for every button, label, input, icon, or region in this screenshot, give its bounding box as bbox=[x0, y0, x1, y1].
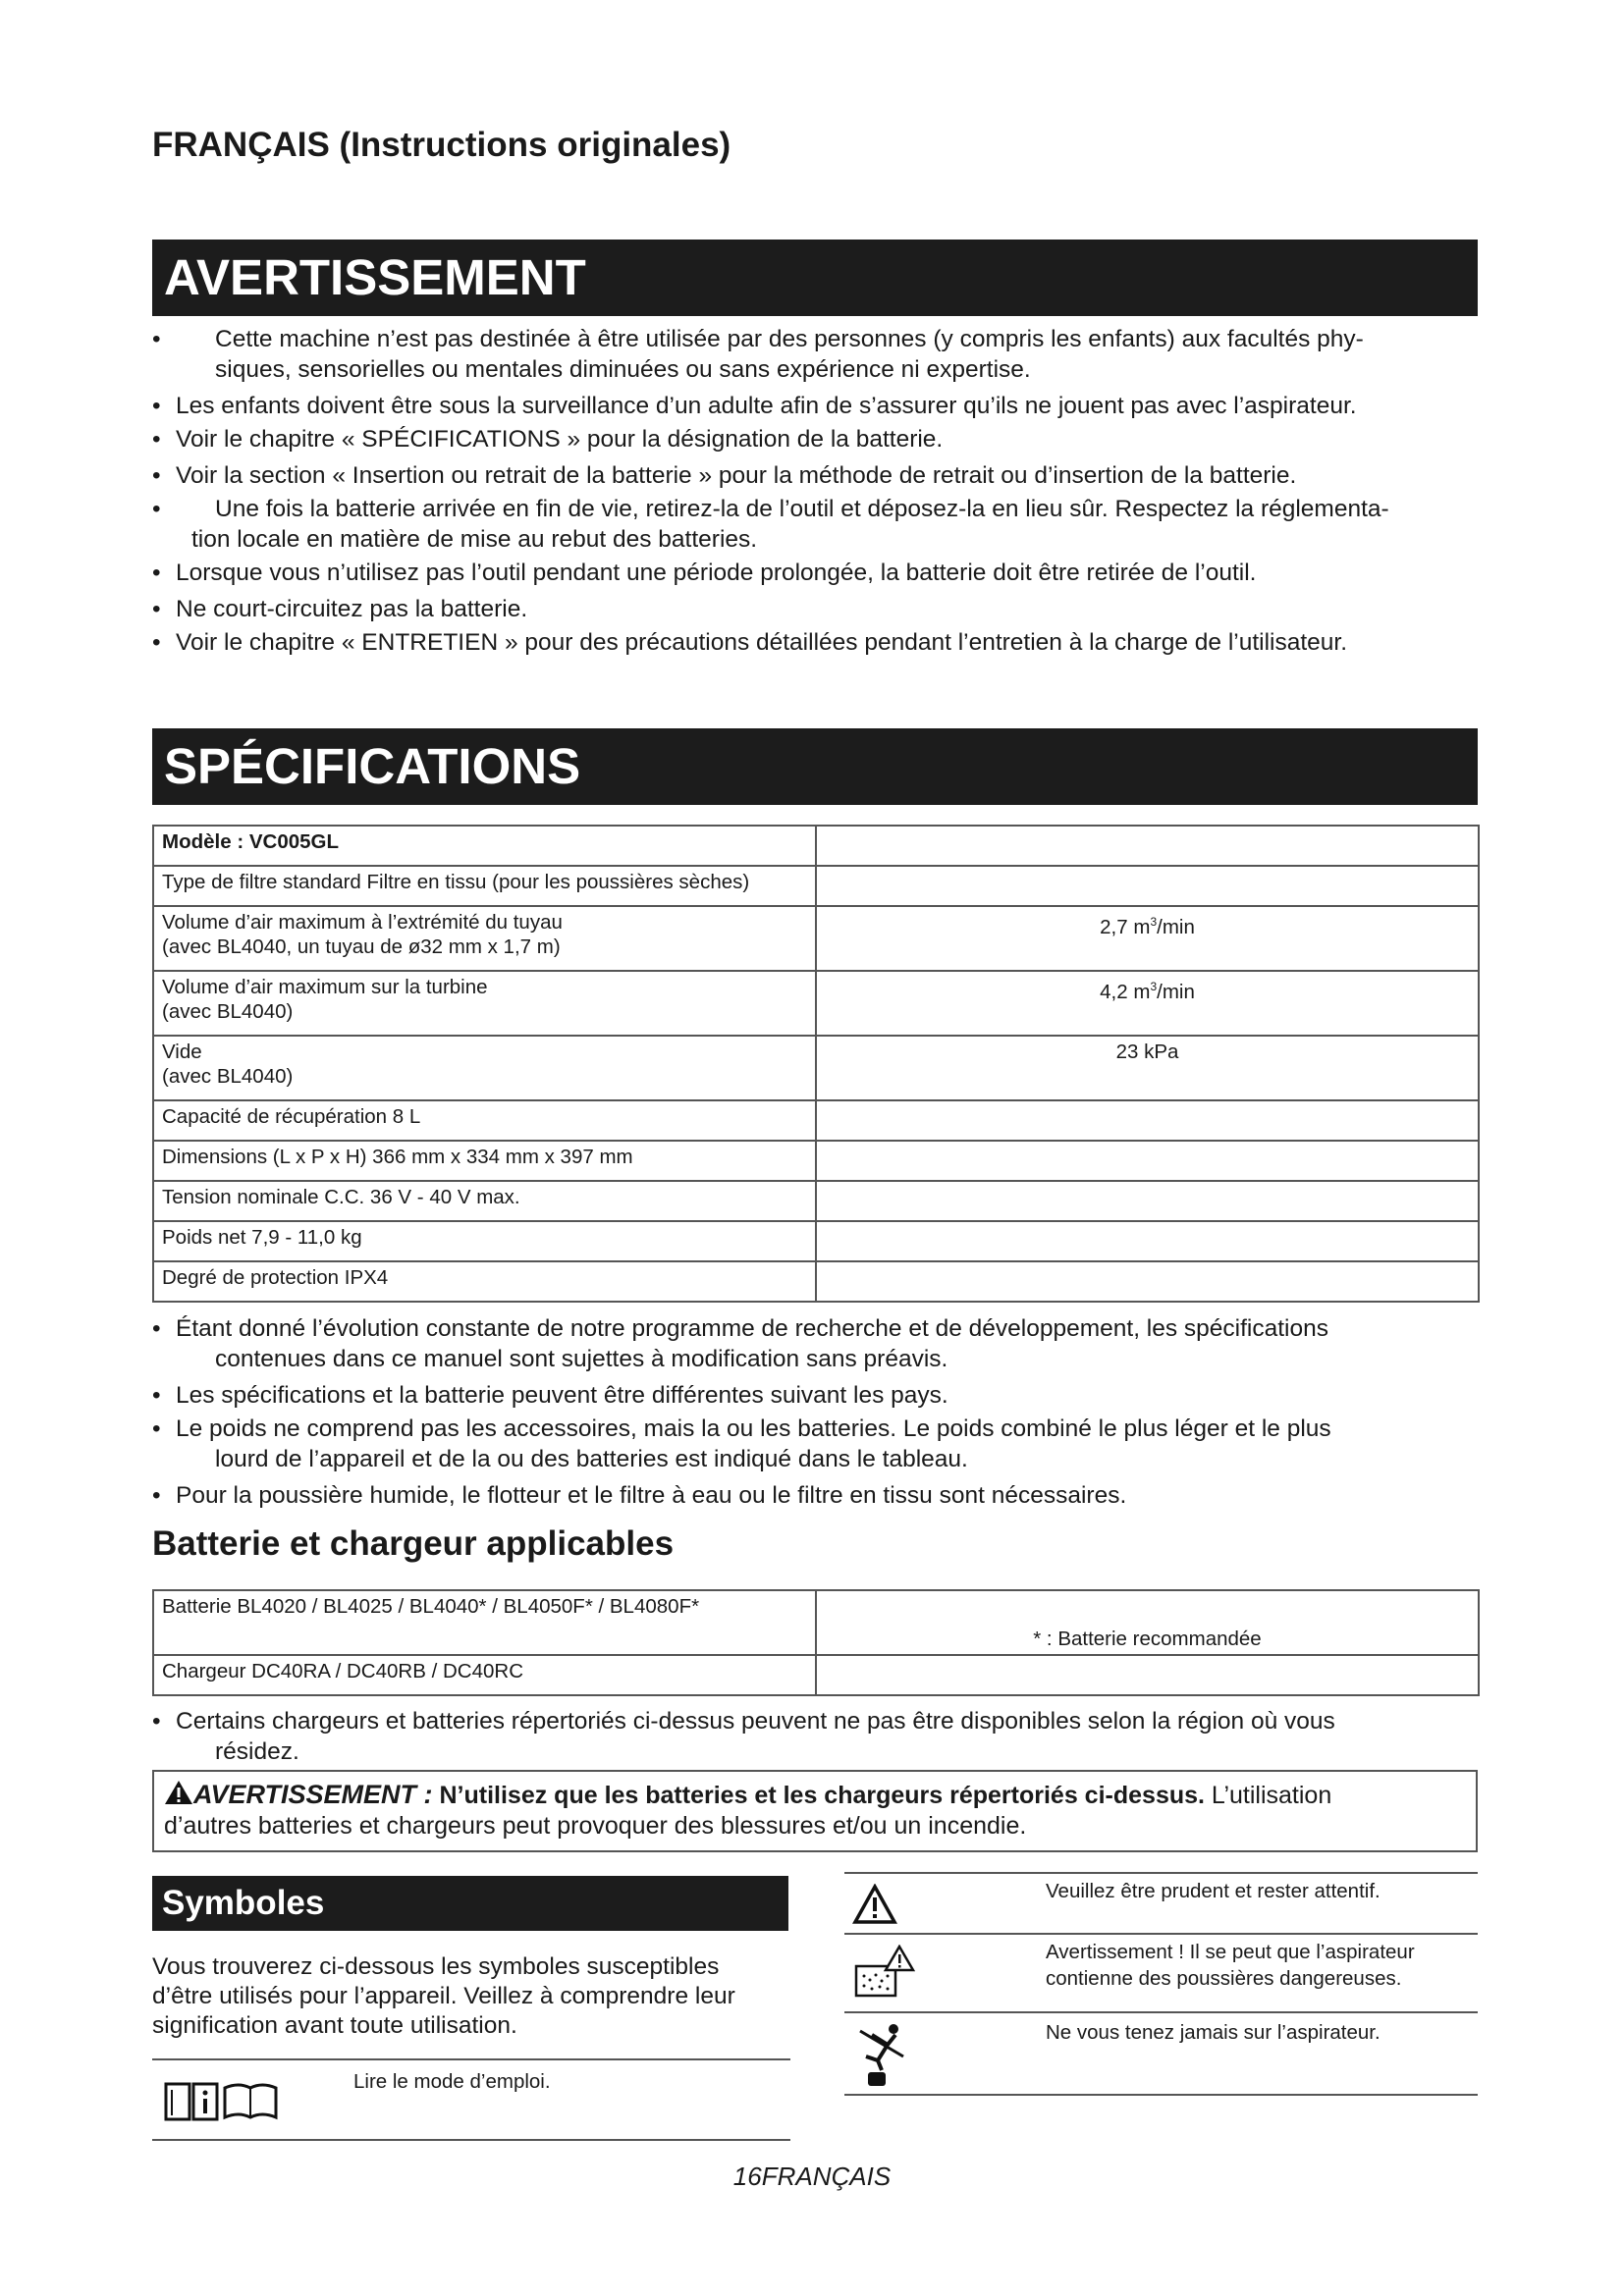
table-row bbox=[153, 1100, 1479, 1141]
battery-warning-box bbox=[152, 1770, 1478, 1852]
list-item: • Les spécifications et la batterie peuvent être différentes suivant les pays. bbox=[152, 1380, 1478, 1411]
list-item: • Les enfants doivent être sous la surveillance d’un adulte afin de s’assurer qu’ils ne jouent pas avec l’aspirateur. bbox=[152, 391, 1478, 421]
warning-label: AVERTISSEMENT : bbox=[193, 1780, 433, 1809]
list-item: • Le poids ne comprend pas les accessoires, mais la ou les batteries. Le poids combiné le plus léger et le plus lourd de l’appareil et de la ou des batteries est indiqué dans le tableau. bbox=[152, 1414, 1478, 1474]
table-row bbox=[153, 1141, 1479, 1181]
symbol-row bbox=[844, 2013, 1478, 2096]
battery-charger-table bbox=[152, 1589, 1480, 1696]
page-footer bbox=[0, 2162, 1624, 2192]
spec-value: 4,2 $m^3/\min$ bbox=[816, 971, 1479, 1036]
footer-language: FRANÇAIS bbox=[761, 2162, 892, 2191]
symbol-row bbox=[844, 1874, 1478, 1935]
symbol-description: Lire le mode d’emploi. bbox=[353, 2070, 551, 2093]
charger-list: Chargeur DC40RA / DC40RB / DC40RC bbox=[153, 1655, 816, 1695]
list-item: • Voir la section « Insertion ou retrait de la batterie » pour la méthode de retrait ou d’insertion de la batterie. bbox=[152, 460, 1478, 491]
table-row bbox=[153, 1261, 1479, 1302]
symbol-description: Avertissement ! Il se peut que l’aspirateur contienne des poussières dangereuses. bbox=[1046, 1941, 1415, 1990]
list-item: • Ne court-circuitez pas la batterie. bbox=[152, 594, 1478, 624]
battery-charger-heading: Batterie et chargeur applicables bbox=[152, 1524, 675, 1563]
spec-label: Dimensions (L x P x H) 366 mm x 334 mm x 397 mm bbox=[153, 1141, 816, 1181]
table-row bbox=[153, 1590, 1479, 1655]
warning-text-line2: d’autres batteries et chargeurs peut provoquer des blessures et/ou un incendie. bbox=[164, 1812, 1027, 1840]
list-item: • Voir le chapitre « ENTRETIEN » pour des précautions détaillées pendant l’entretien à la charge de l’utilisateur. bbox=[152, 627, 1478, 658]
page-language-title: FRANÇAIS (Instructions originales) bbox=[152, 126, 731, 164]
page-number: 16 bbox=[732, 2162, 762, 2191]
list-item: • Certains chargeurs et batteries répertoriés ci-dessus peuvent ne pas être disponibles selon la région où vous résidez. bbox=[152, 1706, 1478, 1767]
do-not-stand-icon bbox=[858, 2021, 907, 2090]
symbol-row bbox=[844, 1935, 1478, 2013]
warning-text: L’utilisation bbox=[1211, 1782, 1332, 1809]
spec-value: 2,7 $m^3/\min$ bbox=[816, 906, 1479, 971]
list-item: • Pour la poussière humide, le flotteur et le filtre à eau ou le filtre en tissu sont nécessaires. bbox=[152, 1480, 1478, 1511]
specifications-table bbox=[152, 825, 1480, 1303]
warning-bold-text: N’utilisez que les batteries et les chargeurs répertoriés ci-dessus. bbox=[439, 1782, 1205, 1809]
list-item: • Lorsque vous n’utilisez pas l’outil pendant une période prolongée, la batterie doit être retirée de l’outil. bbox=[152, 558, 1478, 588]
symbols-intro: Vous trouverez ci-dessous les symboles susceptibles d’être utilisés pour l’appareil. Veillez à comprendre leur signification avant toute utilisation. bbox=[152, 1953, 735, 2039]
warning-list bbox=[152, 324, 1478, 658]
warning-triangle-icon bbox=[164, 1780, 193, 1805]
battery-list: Batterie BL4020 / BL4025 / BL4040* / BL4050F* / BL4080F* bbox=[153, 1590, 816, 1655]
table-row bbox=[153, 906, 1479, 971]
table-row bbox=[153, 866, 1479, 906]
table-row bbox=[153, 1036, 1479, 1100]
symbol-description: Veuillez être prudent et rester attentif. bbox=[1046, 1880, 1380, 1902]
spec-label: Vide (avec BL4040) bbox=[153, 1036, 816, 1100]
spec-label: Volume d’air maximum sur la turbine (avec BL4040) bbox=[153, 971, 816, 1036]
table-row bbox=[153, 1221, 1479, 1261]
spec-label: Poids net 7,9 - 11,0 kg bbox=[153, 1221, 816, 1261]
table-row bbox=[153, 1181, 1479, 1221]
list-item: • Cette machine n’est pas destinée à être utilisée par des personnes (y compris les enfants) aux facultés phy- siques, sensorielles ou mentales diminuées ou sans expérience ni expertise. bbox=[152, 324, 1478, 385]
spec-label: Type de filtre standard Filtre en tissu (pour les poussières sèches) bbox=[153, 866, 816, 906]
recommended-battery-note: * : Batterie recommandée bbox=[816, 1590, 1479, 1655]
spec-label: Capacité de récupération 8 L bbox=[153, 1100, 816, 1141]
spec-label: Volume d’air maximum à l’extrémité du tuyau (avec BL4040, un tuyau de ø32 mm x 1,7 m) bbox=[153, 906, 816, 971]
symbol-row bbox=[152, 2060, 790, 2141]
spec-value: 23 kPa bbox=[816, 1036, 1479, 1100]
model-label: Modèle : VC005GL bbox=[153, 826, 816, 866]
symbol-description: Ne vous tenez jamais sur l’aspirateur. bbox=[1046, 2021, 1380, 2044]
table-row bbox=[153, 826, 1479, 866]
read-manual-icon bbox=[162, 2076, 290, 2125]
caution-triangle-icon bbox=[852, 1884, 897, 1925]
table-row bbox=[153, 971, 1479, 1036]
warning-section-banner: AVERTISSEMENT bbox=[152, 240, 1478, 316]
spec-label: Tension nominale C.C. 36 V - 40 V max. bbox=[153, 1181, 816, 1221]
spec-notes-list bbox=[152, 1313, 1478, 1511]
specifications-banner: SPÉCIFICATIONS bbox=[152, 728, 1478, 805]
table-row bbox=[153, 1655, 1479, 1695]
battery-notes-list bbox=[152, 1706, 1478, 1767]
spec-label: Degré de protection IPX4 bbox=[153, 1261, 816, 1302]
hazardous-dust-icon bbox=[850, 1945, 915, 2003]
list-item: • Une fois la batterie arrivée en fin de vie, retirez-la de l’outil et déposez-la en lieu sûr. Respectez la réglementa- tion locale en matière de mise au rebut des batteries. bbox=[152, 494, 1478, 555]
symbols-banner: Symboles bbox=[152, 1876, 788, 1931]
list-item: • Étant donné l’évolution constante de notre programme de recherche et de développement, les spécifications contenues dans ce manuel sont sujettes à modification sans préavis. bbox=[152, 1313, 1478, 1374]
list-item: • Voir le chapitre « SPÉCIFICATIONS » pour la désignation de la batterie. bbox=[152, 424, 1478, 454]
